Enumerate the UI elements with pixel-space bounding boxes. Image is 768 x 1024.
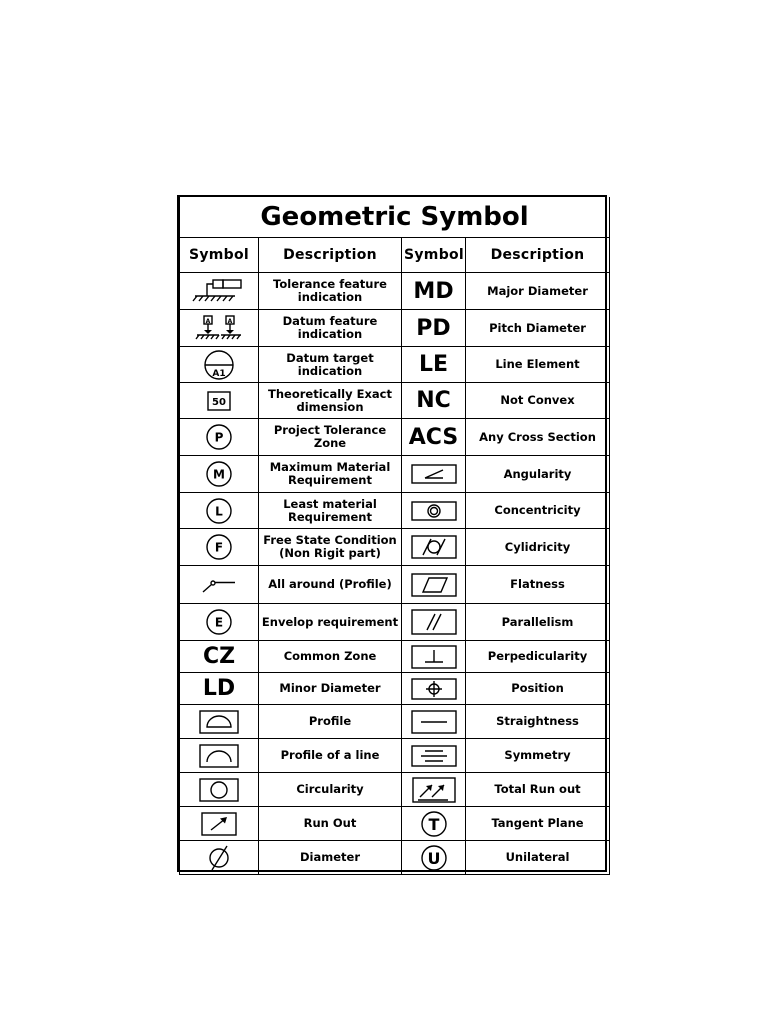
- perpendicularity-icon: [402, 641, 466, 673]
- svg-text:A: A: [205, 318, 211, 325]
- description-right: Flatness: [466, 566, 610, 604]
- description-right: Concentricity: [466, 493, 610, 529]
- description-right: Straightness: [466, 705, 610, 739]
- header-symbol-right: Symbol: [402, 238, 466, 273]
- circle-f-icon: [180, 529, 259, 566]
- description-right: Parallelism: [466, 604, 610, 641]
- datum-target-icon: [180, 347, 259, 383]
- description-left: Profile of a line: [259, 739, 402, 773]
- description-left: Run Out: [259, 807, 402, 841]
- table-row: [180, 273, 610, 310]
- cylindricity-icon: [402, 529, 466, 566]
- svg-text:L: L: [215, 504, 223, 518]
- svg-text:P: P: [214, 430, 224, 445]
- description-right: Cylidricity: [466, 529, 610, 566]
- description-left: Minor Diameter: [259, 673, 402, 705]
- concentricity-icon: [402, 493, 466, 529]
- symbol-text-right: LE: [402, 347, 466, 383]
- symbol-text-right: MD: [402, 273, 466, 310]
- svg-text:T: T: [428, 814, 439, 834]
- description-right: Any Cross Section: [466, 419, 610, 456]
- description-right: Symmetry: [466, 739, 610, 773]
- description-left: Profile: [259, 705, 402, 739]
- total-runout-icon: [402, 773, 466, 807]
- table-row: [180, 807, 610, 841]
- table-row: [180, 641, 610, 673]
- description-left: Datum feature indication: [259, 310, 402, 347]
- description-right: Perpedicularity: [466, 641, 610, 673]
- position-icon: [402, 673, 466, 705]
- circle-p-icon: [180, 419, 259, 456]
- header-description-right: Description: [466, 238, 610, 273]
- symbol-text-right: ACS: [402, 419, 466, 456]
- description-right: Angularity: [466, 456, 610, 493]
- unilateral-icon: [402, 841, 466, 875]
- symbol-text-left: LD: [180, 673, 259, 705]
- description-right: Tangent Plane: [466, 807, 610, 841]
- table-row: [180, 841, 610, 875]
- table-row: [180, 456, 610, 493]
- description-right: Line Element: [466, 347, 610, 383]
- runout-icon: [180, 807, 259, 841]
- svg-text:A1: A1: [212, 368, 226, 379]
- table-row: [180, 383, 610, 419]
- description-left: Maximum Material Requirement: [259, 456, 402, 493]
- parallelism-icon: [402, 604, 466, 641]
- symbol-text-left: CZ: [180, 641, 259, 673]
- description-right: Major Diameter: [466, 273, 610, 310]
- flatness-icon: [402, 566, 466, 604]
- table-row: [180, 604, 610, 641]
- description-right: Not Convex: [466, 383, 610, 419]
- profile-surface-icon: [180, 705, 259, 739]
- description-left: Least material Requirement: [259, 493, 402, 529]
- description-left: Envelop requirement: [259, 604, 402, 641]
- description-left: Project Tolerance Zone: [259, 419, 402, 456]
- table-row: [180, 310, 610, 347]
- table-row: [180, 529, 610, 566]
- table-row: [180, 347, 610, 383]
- table-title: Geometric Symbol: [180, 197, 610, 238]
- circle-e-icon: [180, 604, 259, 641]
- exact-dimension-icon: [180, 383, 259, 419]
- svg-text:F: F: [214, 540, 224, 555]
- description-left: Circularity: [259, 773, 402, 807]
- description-right: Total Run out: [466, 773, 610, 807]
- description-left: Theoretically Exact dimension: [259, 383, 402, 419]
- table-row: [180, 773, 610, 807]
- table-row: [180, 739, 610, 773]
- header-symbol-left: Symbol: [180, 238, 259, 273]
- table-row: [180, 419, 610, 456]
- symbol-text-right: NC: [402, 383, 466, 419]
- svg-text:M: M: [213, 467, 225, 482]
- svg-text:U: U: [427, 848, 440, 868]
- table-row: [180, 493, 610, 529]
- all-around-icon: [180, 566, 259, 604]
- table-row: [180, 673, 610, 705]
- datum-feature-icon: [180, 310, 259, 347]
- profile-line-icon: [180, 739, 259, 773]
- svg-text:A: A: [227, 318, 233, 325]
- circle-m-icon: [180, 456, 259, 493]
- circularity-icon: [180, 773, 259, 807]
- svg-text:50: 50: [212, 396, 226, 408]
- straightness-icon: [402, 705, 466, 739]
- symmetry-icon: [402, 739, 466, 773]
- description-left: Diameter: [259, 841, 402, 875]
- description-right: Position: [466, 673, 610, 705]
- angularity-icon: [402, 456, 466, 493]
- tolerance-feature-icon: [180, 273, 259, 310]
- svg-text:E: E: [214, 615, 224, 630]
- geometric-symbol-table: [177, 195, 607, 872]
- description-left: Common Zone: [259, 641, 402, 673]
- table-row: [180, 705, 610, 739]
- description-left: All around (Profile): [259, 566, 402, 604]
- table-row: [180, 566, 610, 604]
- description-right: Pitch Diameter: [466, 310, 610, 347]
- diameter-icon: [180, 841, 259, 875]
- description-left: Free State Condition (Non Rigit part): [259, 529, 402, 566]
- header-description-left: Description: [259, 238, 402, 273]
- circle-l-icon: [180, 493, 259, 529]
- symbol-text-right: PD: [402, 310, 466, 347]
- description-left: Datum target indication: [259, 347, 402, 383]
- tangent-plane-icon: [402, 807, 466, 841]
- description-left: Tolerance feature indication: [259, 273, 402, 310]
- description-right: Unilateral: [466, 841, 610, 875]
